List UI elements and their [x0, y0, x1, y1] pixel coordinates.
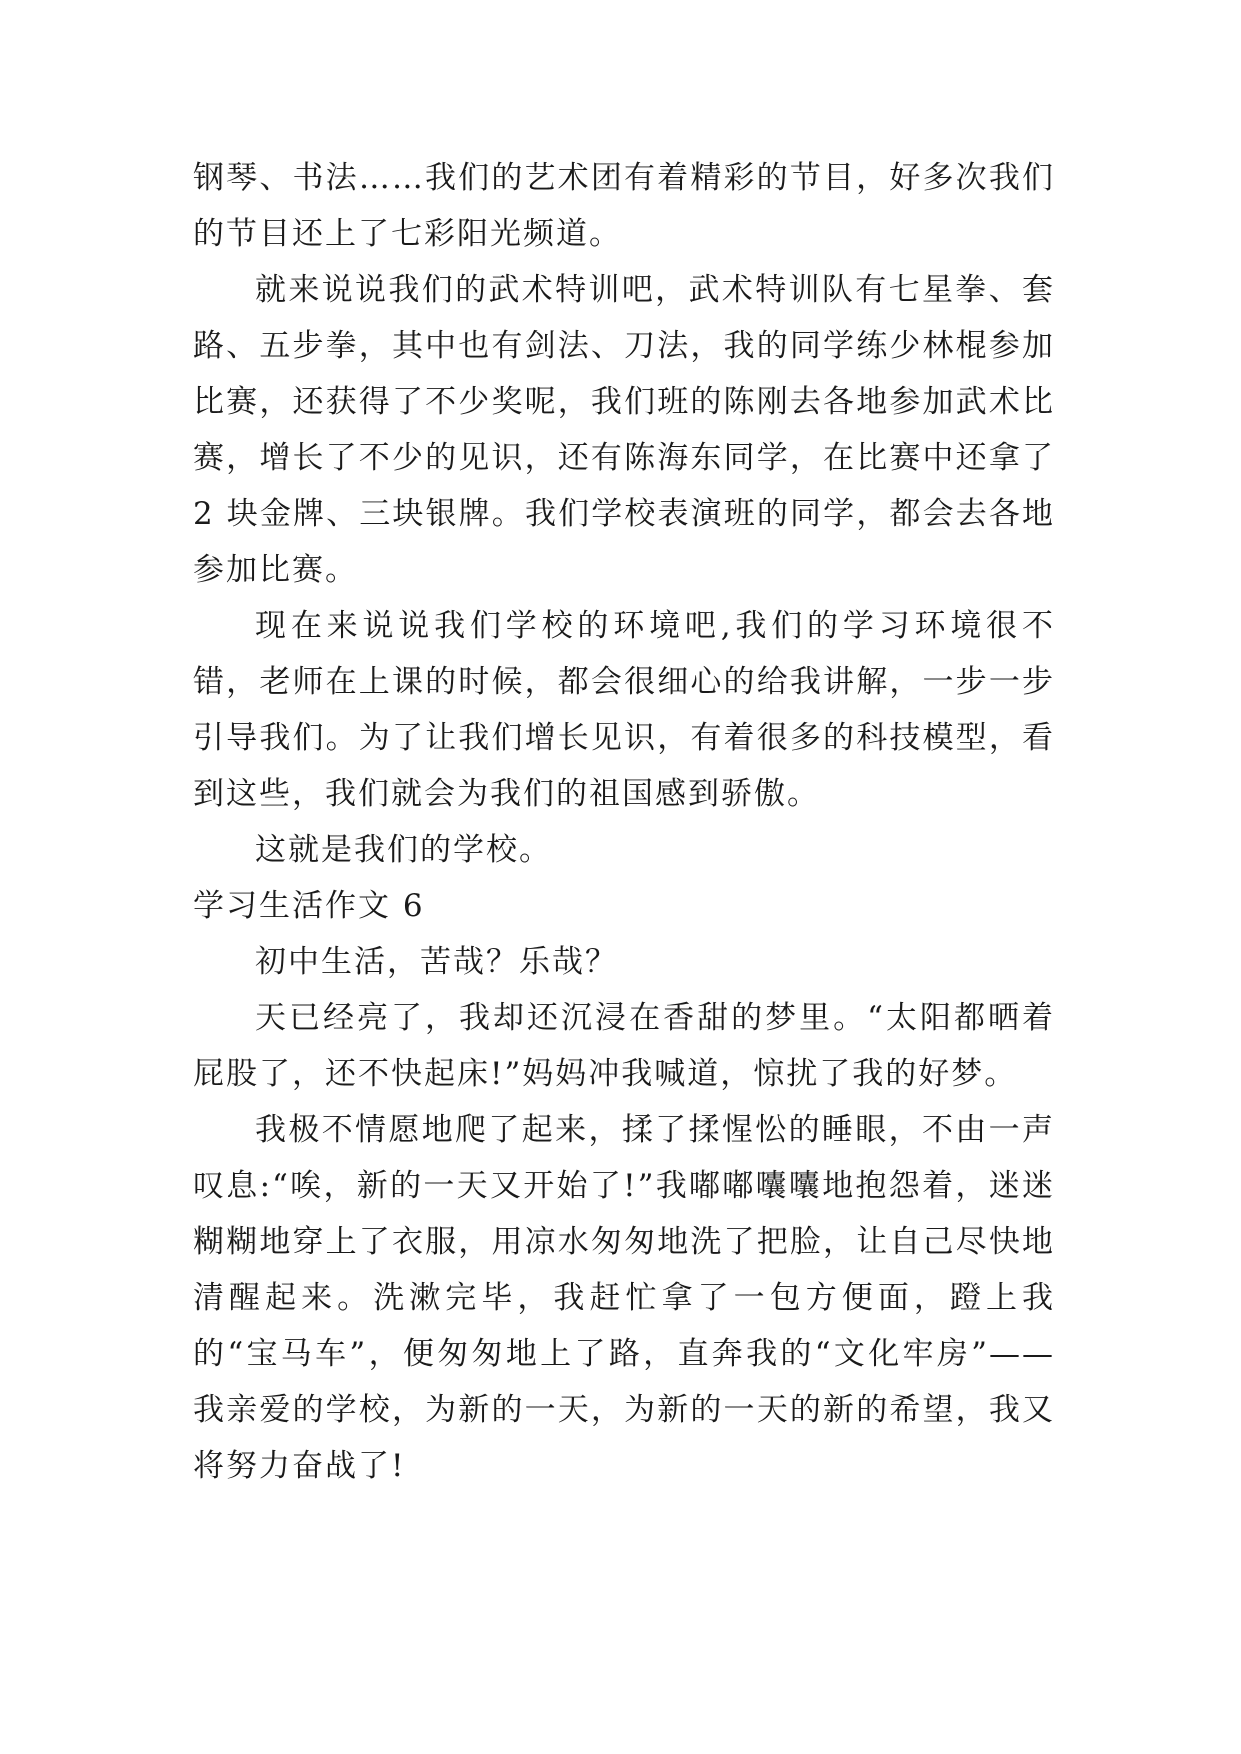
paragraph-3: 现在来说说我们学校的环境吧,我们的学习环境很不错，老师在上课的时候，都会很细心的给我讲解，一步一步引导我们。为了让我们增长见识，有着很多的科技模型，看到这些，我们就会为我们的祖国感到骄傲。: [193, 608, 1055, 812]
section-paragraph-3: 我极不情愿地爬了起来，揉了揉惺忪的睡眼，不由一声叹息:“唉，新的一天又开始了!”我嘟嘟囔囔地抱怨着，迷迷糊糊地穿上了衣服，用凉水匆匆地洗了把脸，让自己尽快地清醒起来。洗漱完毕，我赶忙拿了一包方便面，蹬上我的“宝马车”，便匆匆地上了路，直奔我的“文化牢房”——我亲爱的学校，为新的一天，为新的一天的新的希望，我又将努力奋战了!: [193, 1112, 1055, 1484]
section-title: 学习生活作文 6: [193, 888, 425, 924]
section-paragraph-1: 初中生活，苦哉？乐哉？: [255, 944, 618, 980]
paragraph-2: 就来说说我们的武术特训吧，武术特训队有七星拳、套路、五步拳，其中也有剑法、刀法，我的同学练少林棍参加比赛，还获得了不少奖呢，我们班的陈刚去各地参加武术比赛，增长了不少的见识，还有陈海东同学，在比赛中还拿了 2 块金牌、三块银牌。我们学校表演班的同学，都会去各地参加比赛。: [193, 272, 1055, 588]
document-page: [193, 150, 1055, 1494]
paragraph-1: 钢琴、书法……我们的艺术团有着精彩的节目，好多次我们的节目还上了七彩阳光频道。: [193, 160, 1055, 252]
paragraph-4: 这就是我们的学校。: [255, 832, 552, 868]
section-paragraph-2: 天已经亮了，我却还沉浸在香甜的梦里。“太阳都晒着屁股了，还不快起床!”妈妈冲我喊道，惊扰了我的好梦。: [193, 1000, 1055, 1092]
